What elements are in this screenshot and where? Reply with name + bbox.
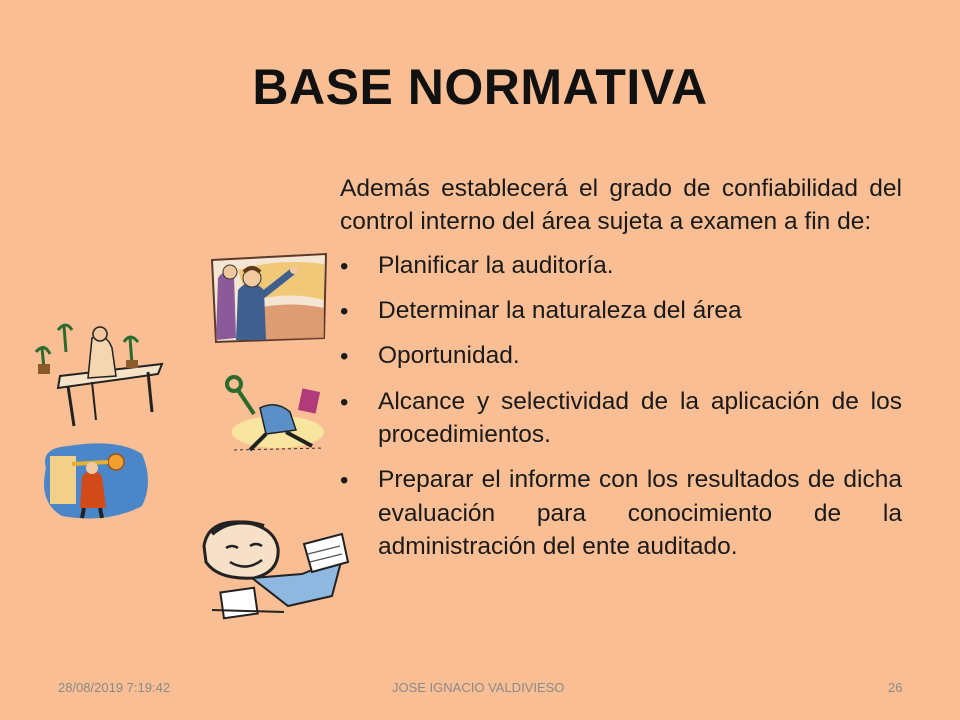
bullet-text: Preparar el informe con los resultados de dicha evaluación para conocimiento de la administración del ente auditado. — [378, 466, 902, 560]
bullet-text: Planificar la auditoría. — [378, 251, 614, 279]
footer-page-number: 26 — [888, 680, 903, 695]
bullet-text: Determinar la naturaleza del área — [378, 296, 742, 324]
bullet-icon: • — [340, 297, 349, 325]
bullet-icon: • — [340, 388, 349, 416]
footer-date: 28/08/2019 7:19:42 — [58, 680, 171, 695]
bullet-text: Alcance y selectividad de la aplicación de los procedimientos. — [378, 387, 902, 448]
bullet-item — [340, 249, 902, 282]
bullet-icon: • — [340, 467, 349, 495]
smiling-man-clipart — [192, 514, 352, 622]
bullet-item — [340, 294, 902, 327]
slide-title: BASE NORMATIVA — [252, 59, 708, 115]
bullet-item — [340, 385, 902, 452]
people-horizon-clipart — [208, 250, 330, 345]
intro-paragraph: Además establecerá el grado de confiabilidad del control interno del área sujeta a examen a fin de: — [340, 175, 902, 236]
running-man-clipart — [220, 374, 332, 456]
bullet-icon: • — [340, 252, 349, 280]
bullet-item — [340, 339, 902, 372]
key-money-clipart — [38, 442, 152, 522]
bullet-icon: • — [340, 343, 349, 371]
bullet-list — [340, 249, 902, 564]
bullet-text: Oportunidad. — [378, 342, 520, 370]
slide-body — [340, 172, 902, 575]
footer-author: JOSE IGNACIO VALDIVIESO — [392, 680, 565, 695]
gardener-clipart — [30, 312, 170, 432]
bullet-item — [340, 463, 902, 563]
